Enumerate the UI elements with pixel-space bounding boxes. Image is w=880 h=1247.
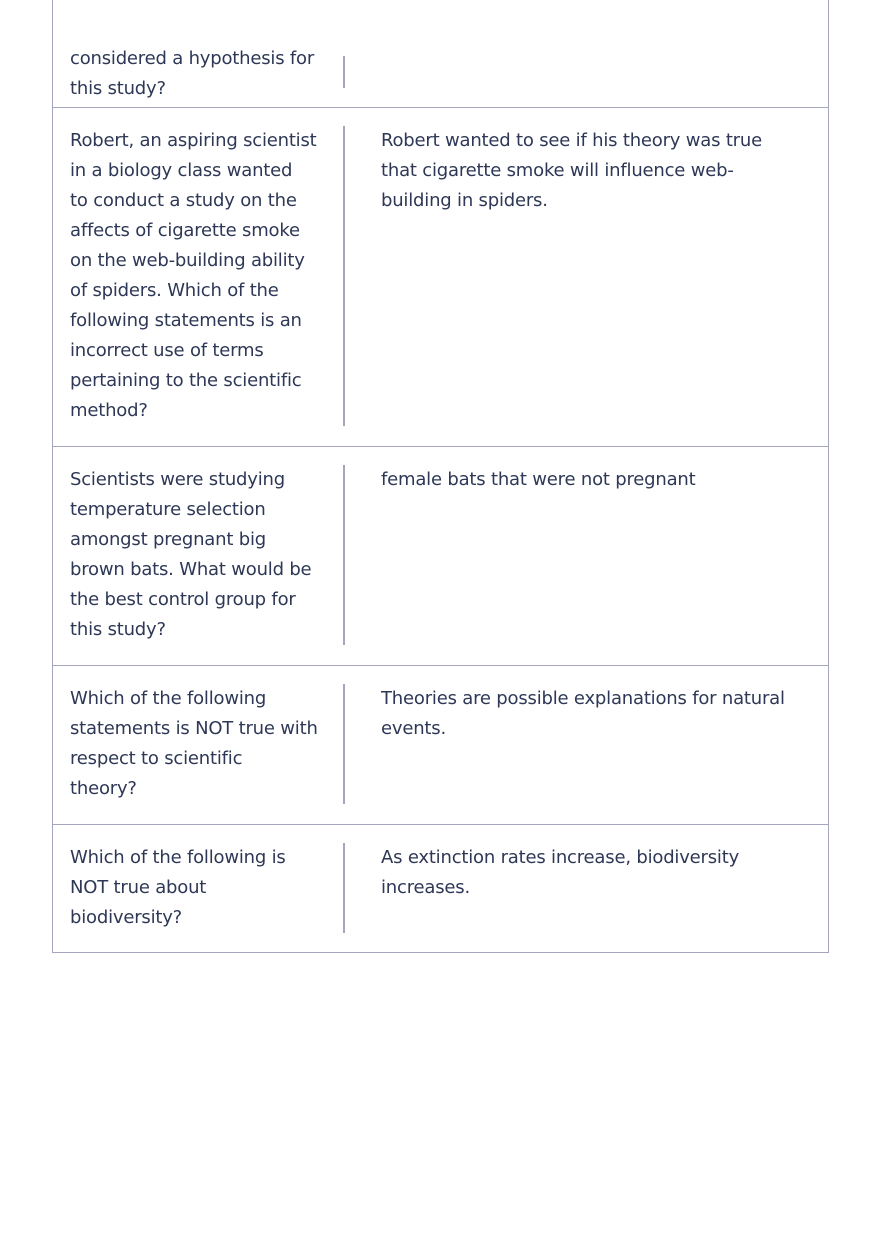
card-divider	[343, 684, 345, 804]
card-term: Which of the following statements is NOT true with respect to scientific theory?	[70, 688, 318, 799]
card-divider	[343, 843, 345, 933]
card-row	[53, 824, 828, 952]
card-divider	[343, 56, 345, 88]
card-definition: Theories are possible explanations for natural events.	[381, 688, 785, 739]
card-divider	[343, 126, 345, 426]
card-definition: female bats that were not pregnant	[381, 469, 696, 490]
card-term: Robert, an aspiring scientist in a biology class wanted to conduct a study on the affects of cigarette smoke on the web-building ability of spiders. Which of the following statements is an incorrect use of terms pertaining to the scientific method?	[70, 130, 317, 421]
card-term: Which of the following is NOT true about biodiversity?	[70, 847, 286, 928]
card-row	[53, 0, 828, 107]
card-row	[53, 446, 828, 665]
card-definition: Robert wanted to see if his theory was true that cigarette smoke will influence web- building in spiders.	[381, 130, 762, 211]
card-row	[53, 107, 828, 446]
card-row	[53, 665, 828, 824]
flashcard-table	[52, 0, 829, 953]
card-term: considered a hypothesis for this study?	[70, 48, 315, 99]
card-definition: As extinction rates increase, biodiversity increases.	[381, 847, 740, 898]
card-term: Scientists were studying temperature selection amongst pregnant big brown bats. What would be the best control group for this study?	[70, 469, 312, 640]
card-divider	[343, 465, 345, 645]
